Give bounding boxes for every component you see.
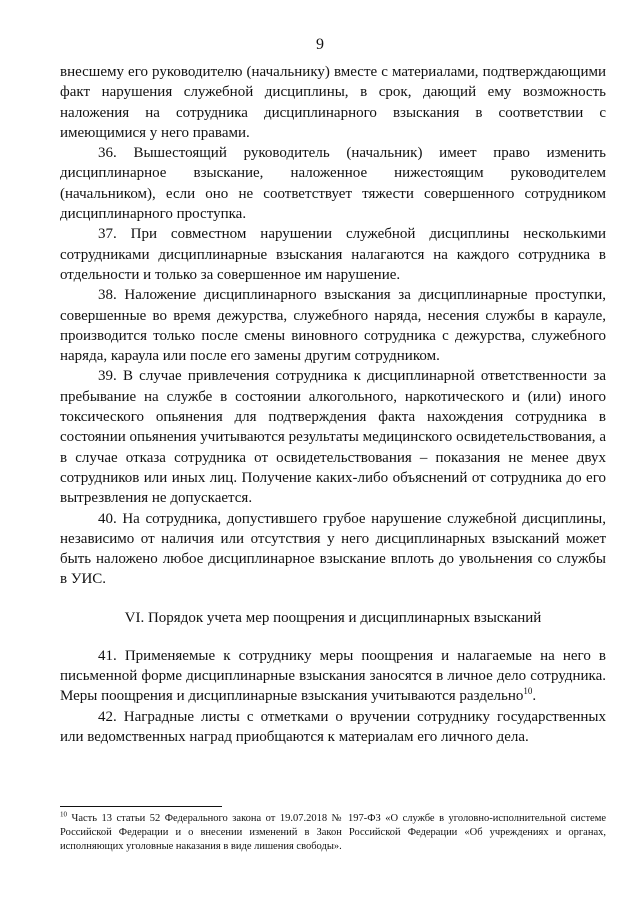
paragraph-38: 38. Наложение дисциплинарного взыскания за дисциплинарные проступки, совершенные во время дежурства, служебного наряда, несения службы в карауле, производится только после смены виновного сотрудника с дежурства, служебного наряда, караула или после его замены другим сотрудником. (60, 287, 606, 365)
footnote-separator (60, 806, 222, 807)
paragraph-36: 36. Вышестоящий руководитель (начальник) имеет право изменить дисциплинарное взыскание, наложенное нижестоящим руководителем (начальником), если оно не соответствует тяжести совершенного сотрудником дисциплинарного проступка. (60, 145, 606, 223)
page-number: 9 (316, 36, 324, 53)
footnote (60, 812, 606, 854)
body-text (60, 62, 606, 747)
footnote-marker: 10 (60, 810, 67, 819)
section-heading: VI. Порядок учета мер поощрения и дисциплинарных взысканий (124, 609, 542, 626)
paragraph-39: 39. В случае привлечения сотрудника к дисциплинарной ответственности за пребывание на службе в состоянии алкогольного, наркотического и (или) иного токсического опьянения для подтверждения факта нахождения сотрудника в состоянии опьянения учитываются результаты медицинского освидетельствования, а в случае отказа сотрудника от освидетельствования – показания не менее двух сотрудников или иных лиц. Получение каких-либо объяснений от сотрудника до его вытрезвления не допускается. (60, 368, 606, 507)
paragraphs-before-section (60, 62, 606, 590)
paragraph-41 (60, 646, 606, 707)
paragraph-40: 40. На сотрудника, допустившего грубое нарушение служебной дисциплины, независимо от наличия или отсутствия у него дисциплинарных взысканий может быть наложено любое дисциплинарное взыскание вплоть до увольнения со службы в УИС. (60, 510, 606, 588)
footnote-text: Часть 13 статьи 52 Федерального закона от 19.07.2018 № 197-ФЗ «О службе в уголовно-исполнительной системе Российской Федерации и о внесении изменений в Закон Российской Федерации «Об учреждениях и органах, исполняющих уголовные наказания в виде лишения свободы». (60, 813, 606, 852)
paragraph-37: 37. При совместном нарушении служебной дисциплины несколькими сотрудниками дисциплинарные взыскания налагаются на каждого сотрудника в отдельности и только за совершенное им нарушение. (60, 226, 606, 283)
paragraph-41-end: . (532, 688, 537, 705)
paragraph-42: 42. Наградные листы с отметками о вручении сотруднику государственных или ведомственных наград приобщаются к материалам его личного дела. (60, 708, 606, 745)
paragraph-continuation: внесшему его руководителю (начальнику) вместе с материалами, подтверждающими факт нарушения служебной дисциплины, в срок, дающий ему возможность наложения на сотрудника дисциплинарного взыскания в соответствии с имеющимися у него правами. (60, 64, 606, 141)
paragraph-41-text: 41. Применяемые к сотруднику меры поощрения и налагаемые на него в письменной форме дисциплинарные взыскания заносятся в личное дело сотрудника. Меры поощрения и дисциплинарные взыскания учитываются раздельно (60, 647, 606, 705)
footnote-reference[interactable]: 10 (523, 686, 533, 697)
